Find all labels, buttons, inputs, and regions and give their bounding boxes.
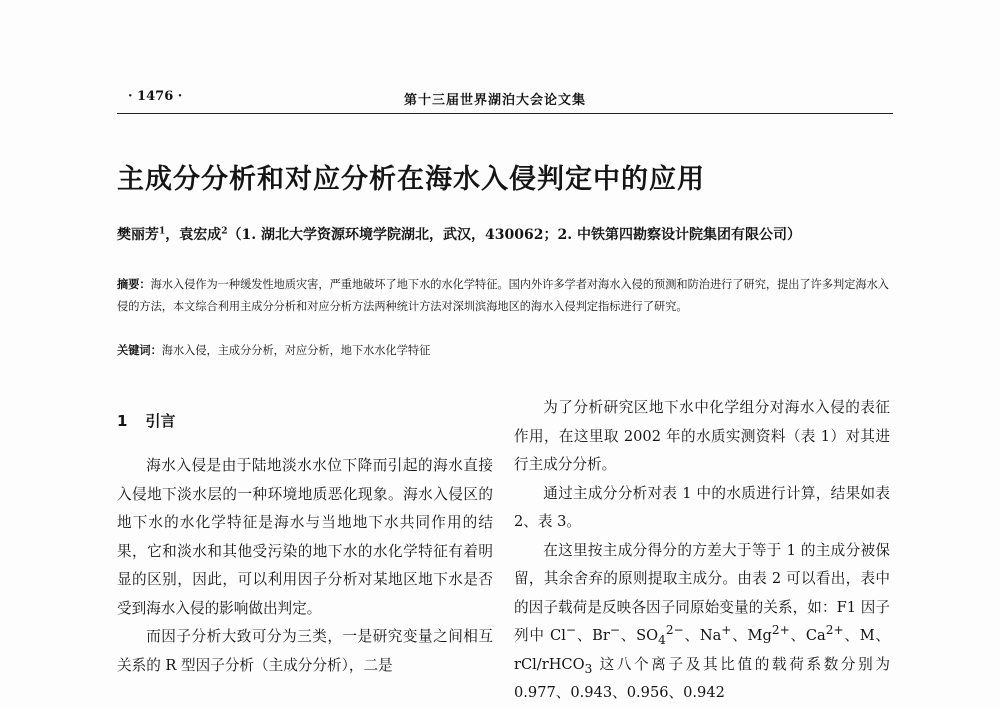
paragraph bbox=[514, 537, 890, 708]
abstract-text: 海水入侵作为一种缓发性地质灾害，严重地破坏了地下水的水化学特征。国内外许多学者对海水入侵的预测和防治进行了研究，提出了许多判定海水入侵的方法，本文综合利用主成分分析和对应分析方法两种统计方法对深圳滨海地区的海水入侵判定指标进行了研究。 bbox=[117, 278, 889, 313]
text-run: 在这里按主成分得分的方差大于等于 1 的主成分被保留，其余舍弃的原则提取主成分。由表 2 可以看出，表中的因子载荷是反映各因子同原始变量的关系，如：F1 因子列中 Cl bbox=[514, 541, 890, 644]
superscript: − bbox=[609, 623, 621, 638]
author-1-affil-mark: 1 bbox=[159, 226, 166, 237]
keywords bbox=[117, 342, 430, 358]
superscript: 2+ bbox=[825, 623, 844, 638]
subscript: 4 bbox=[658, 632, 666, 647]
keywords-text: 海水入侵，主成分分析，对应分析，地下水水化学特征 bbox=[161, 344, 431, 357]
text-run: 、Ca bbox=[789, 627, 826, 644]
paper-title: 主成分分析和对应分析在海水入侵判定中的应用 bbox=[117, 164, 705, 195]
header-rule bbox=[117, 113, 893, 114]
text-run: 、SO bbox=[620, 627, 659, 644]
text-run: 、M、rCl/rHCO bbox=[514, 627, 890, 673]
keywords-label: 关键词： bbox=[117, 344, 162, 357]
subscript: 3 bbox=[584, 661, 593, 676]
paragraph: 通过主成分分析对表 1 中的水质进行计算，结果如表 2、表 3。 bbox=[514, 484, 890, 530]
text-run: 、Na bbox=[683, 627, 722, 644]
text-run: 、Mg bbox=[731, 627, 772, 644]
section-number: 1 bbox=[117, 412, 128, 430]
text-run: 这八个离子及其比值的载荷系数分别为 0.977、0.943、0.956、0.942 bbox=[514, 655, 890, 701]
superscript: + bbox=[721, 623, 732, 638]
author-2-affil-mark: 2 bbox=[221, 226, 228, 237]
left-column bbox=[117, 452, 493, 680]
page-number: · 1476 · bbox=[128, 89, 183, 104]
superscript: 2+ bbox=[771, 623, 790, 638]
running-title: 第十三届世界湖泊大会论文集 bbox=[404, 93, 587, 108]
author-2: 袁宏成 bbox=[179, 227, 222, 243]
superscript: 2− bbox=[665, 623, 684, 638]
affiliation: （1. 湖北大学资源环境学院湖北，武汉，430062；2. 中铁第四勘察设计院集团有限公司） bbox=[227, 227, 801, 243]
paragraph: 而因子分析大致可分为三类，一是研究变量之间相互关系的 R 型因子分析（主成分分析），二是 bbox=[117, 628, 493, 674]
text-run: 、Br bbox=[576, 627, 610, 644]
abstract bbox=[117, 274, 892, 318]
author-separator: ， bbox=[165, 227, 180, 243]
right-column bbox=[514, 394, 890, 708]
abstract-label: 摘要： bbox=[117, 278, 151, 291]
section-heading bbox=[117, 410, 193, 431]
paragraph: 为了分析研究区地下水中化学组分对海水入侵的表征作用，在这里取 2002 年的水质实测资料（表 1）对其进行主成分分析。 bbox=[514, 399, 890, 473]
author-1: 樊丽芳 bbox=[117, 227, 159, 243]
paragraph: 海水入侵是由于陆地淡水水位下降而引起的海水直接入侵地下淡水层的一种环境地质恶化现象。海水入侵区的地下水的水化学特征是海水与当地地下水共同作用的结果，它和淡水和其他受污染的地下水的水化学特征有着明显的区别，因此，可以利用因子分析对某地区地下水是否受到海水入侵的影响做出判定。 bbox=[117, 457, 493, 617]
superscript: − bbox=[565, 623, 577, 638]
section-title: 引言 bbox=[145, 412, 176, 430]
author-line bbox=[117, 224, 801, 244]
